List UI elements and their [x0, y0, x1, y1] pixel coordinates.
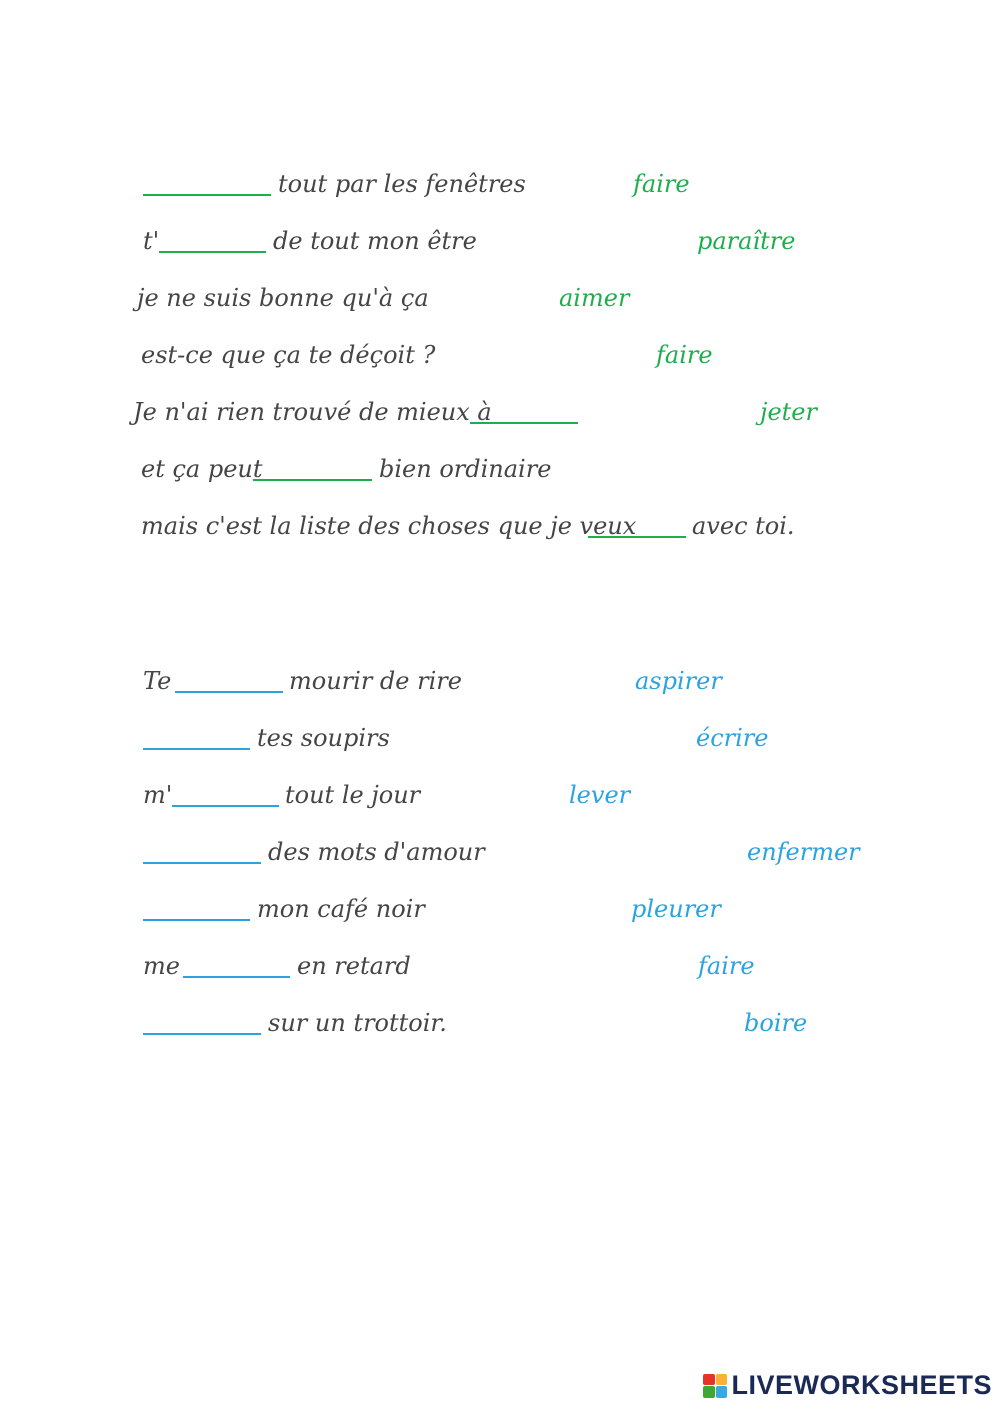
- sentence-text: est-ce que ça te déçoit ?: [141, 341, 436, 369]
- sentence-text: de tout mon être: [273, 227, 477, 255]
- sentence-text: mais c'est la liste des choses que je veux: [141, 512, 637, 540]
- liveworksheets-mark-icon: [703, 1374, 727, 1398]
- verb-hint: aspirer: [635, 667, 722, 695]
- answer-blank[interactable]: [175, 665, 283, 693]
- sentence-text: bien ordinaire: [379, 455, 552, 483]
- sentence-text: mourir de rire: [289, 667, 462, 695]
- line-14: [0, 1007, 1000, 1047]
- line-2: [0, 225, 1000, 265]
- sentence-text: m': [143, 781, 173, 809]
- sentence-text: des mots d'amour: [268, 838, 485, 866]
- answer-blank[interactable]: [183, 950, 290, 978]
- sentence-text: et ça peut: [141, 455, 263, 483]
- sentence-text: tes soupirs: [257, 724, 390, 752]
- line-7: [0, 510, 1000, 550]
- verb-hint: pleurer: [631, 895, 721, 923]
- verb-hint: boire: [744, 1009, 808, 1037]
- verb-hint: jeter: [760, 398, 817, 426]
- verb-hint: faire: [656, 341, 713, 369]
- line-13: [0, 950, 1000, 990]
- line-11: [0, 836, 1000, 876]
- line-3: [0, 282, 1000, 322]
- brand-name: LIVEWORKSHEETS: [731, 1370, 992, 1400]
- sentence-text: mon café noir: [257, 895, 425, 923]
- verb-hint: aimer: [559, 284, 630, 312]
- line-12: [0, 893, 1000, 933]
- line-9: [0, 722, 1000, 762]
- verb-hint: faire: [633, 170, 690, 198]
- answer-blank[interactable]: [143, 168, 271, 196]
- sentence-text: je ne suis bonne qu'à ça: [137, 284, 429, 312]
- sentence-text: Je n'ai rien trouvé de mieux à: [133, 398, 492, 426]
- sentence-text: me: [143, 952, 180, 980]
- verb-hint: lever: [569, 781, 631, 809]
- verb-hint: faire: [698, 952, 755, 980]
- answer-blank[interactable]: [143, 893, 250, 921]
- answer-blank[interactable]: [253, 453, 372, 481]
- sentence-text: tout par les fenêtres: [278, 170, 526, 198]
- line-8: [0, 665, 1000, 705]
- liveworksheets-logo: [703, 1370, 992, 1401]
- sentence-text: Te: [143, 667, 172, 695]
- line-4: [0, 339, 1000, 379]
- verb-hint: écrire: [696, 724, 769, 752]
- line-6: [0, 453, 1000, 493]
- line-5: [0, 396, 1000, 436]
- line-1: [0, 168, 1000, 208]
- answer-blank[interactable]: [159, 225, 266, 253]
- sentence-text: tout le jour: [285, 781, 421, 809]
- line-10: [0, 779, 1000, 819]
- answer-blank[interactable]: [143, 1007, 261, 1035]
- sentence-text: avec toi.: [692, 512, 795, 540]
- answer-blank[interactable]: [172, 779, 279, 807]
- answer-blank[interactable]: [143, 722, 250, 750]
- sentence-text: t': [143, 227, 160, 255]
- verb-hint: paraître: [697, 227, 796, 255]
- answer-blank[interactable]: [588, 510, 686, 538]
- sentence-text: en retard: [297, 952, 411, 980]
- verb-hint: enfermer: [747, 838, 860, 866]
- answer-blank[interactable]: [143, 836, 261, 864]
- answer-blank[interactable]: [470, 396, 578, 424]
- sentence-text: sur un trottoir.: [268, 1009, 447, 1037]
